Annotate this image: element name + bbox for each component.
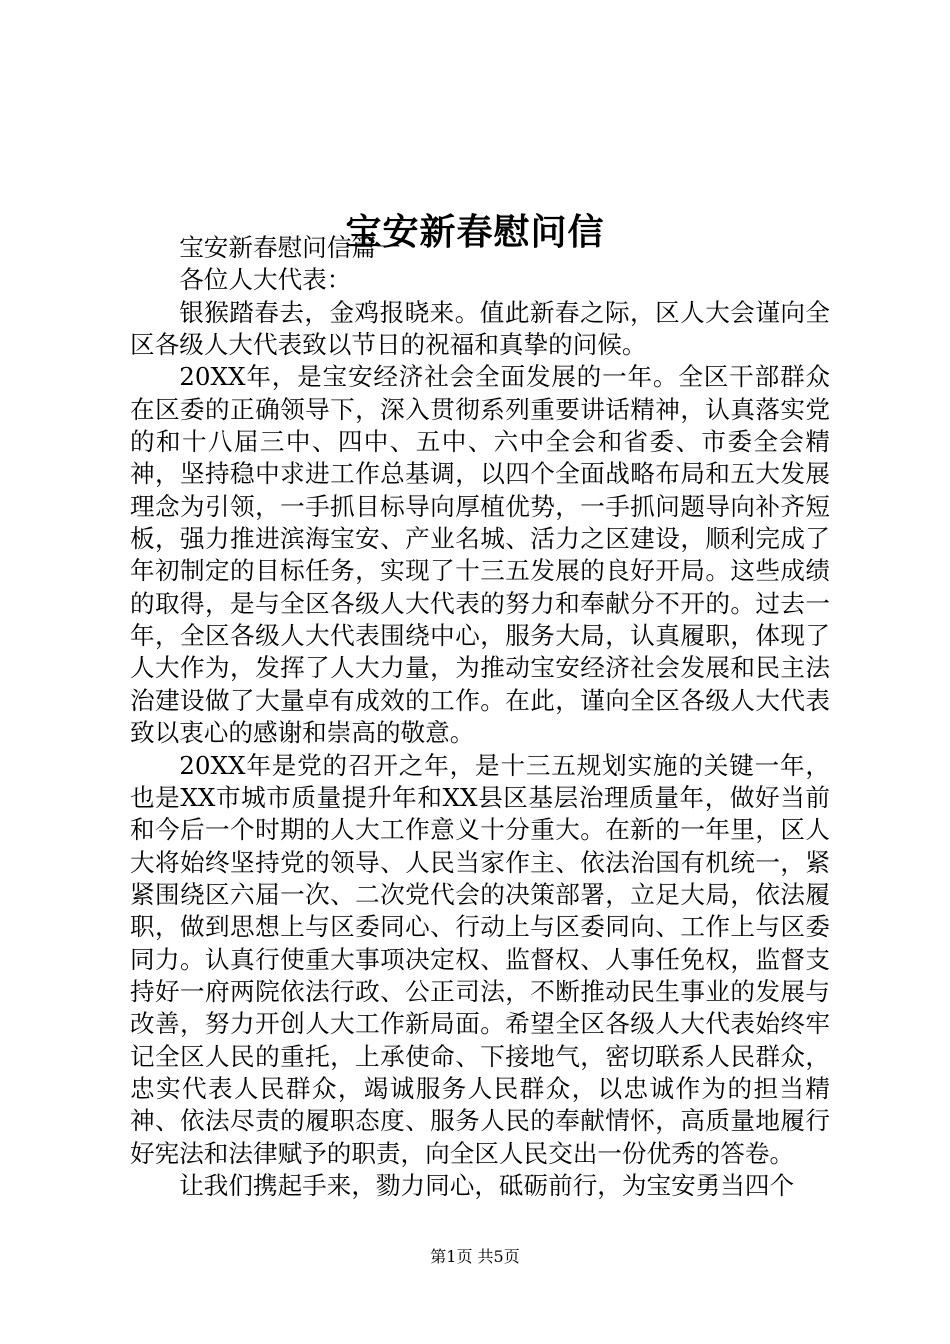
- salutation: 各位人大代表：: [179, 265, 352, 295]
- paragraph: 20XX年是党的召开之年，是十三五规划实施的关键一年，也是XX市城市质量提升年和XX县区基层治理质量年，做好当前和今后一个时期的人大工作意义十分重大。在新的一年里，区人大将始终坚持党的领导、人民当家作主、依法治国有机统一，紧紧围绕区六届一次、二次党代会的决策部署，立足大局，依法履职，做到思想上与区委同心、行动上与区委同向、工作上与区委同力。认真行使重大事项决定权、监督权、人事任免权，监督支持好一府两院依法行政、公正司法，不断推动民生事业的发展与改善，努力开创人大工作新局面。希望全区各级人大代表始终牢记全区人民的重托，上承使命、下接地气，密切联系人民群众，忠实代表人民群众，竭诚服务人民群众，以忠诚作为的担当精神、依法尽责的履职态度、服务人民的奉献情怀，高质量地履行好宪法和法律赋予的职责，向全区人民交出一份优秀的答卷。: [130, 750, 830, 1168]
- paragraph: 让我们携起手来，勠力同心，砥砺前行，为宝安勇当四个: [179, 1170, 795, 1200]
- paragraph: 20XX年，是宝安经济社会全面发展的一年。全区干部群众在区委的正确领导下，深入贯彻系列重要讲话精神，认真落实党的和十八届三中、四中、五中、六中全会和省委、市委全会精神，坚持稳中求进工作总基调，以四个全面战略布局和五大发展理念为引领，一手抓目标导向厚植优势，一手抓问题导向补齐短板，强力推进滨海宝安、产业名城、活力之区建设，顺利完成了年初制定的目标任务，实现了十三五发展的良好开局。这些成绩的取得，是与全区各级人大代表的努力和奉献分不开的。过去一年，全区各级人大代表围绕中心，服务大局，认真履职，体现了人大作为，发挥了人大力量，为推动宝安经济社会发展和民主法治建设做了大量卓有成效的工作。在此，谨向全区各级人大代表致以衷心的感谢和崇高的敬意。: [130, 362, 830, 748]
- document-body: [130, 232, 830, 1202]
- section-heading: 宝安新春慰问信篇一: [179, 233, 401, 262]
- paragraph: 银猴踏春去，金鸡报晓来。值此新春之际，区人大会谨向全区各级人大代表致以节日的祝福和真挚的问候。: [130, 297, 830, 360]
- document-title: 宝安新春慰问信: [345, 211, 605, 254]
- page-footer: 第1页 共5页: [430, 1247, 520, 1266]
